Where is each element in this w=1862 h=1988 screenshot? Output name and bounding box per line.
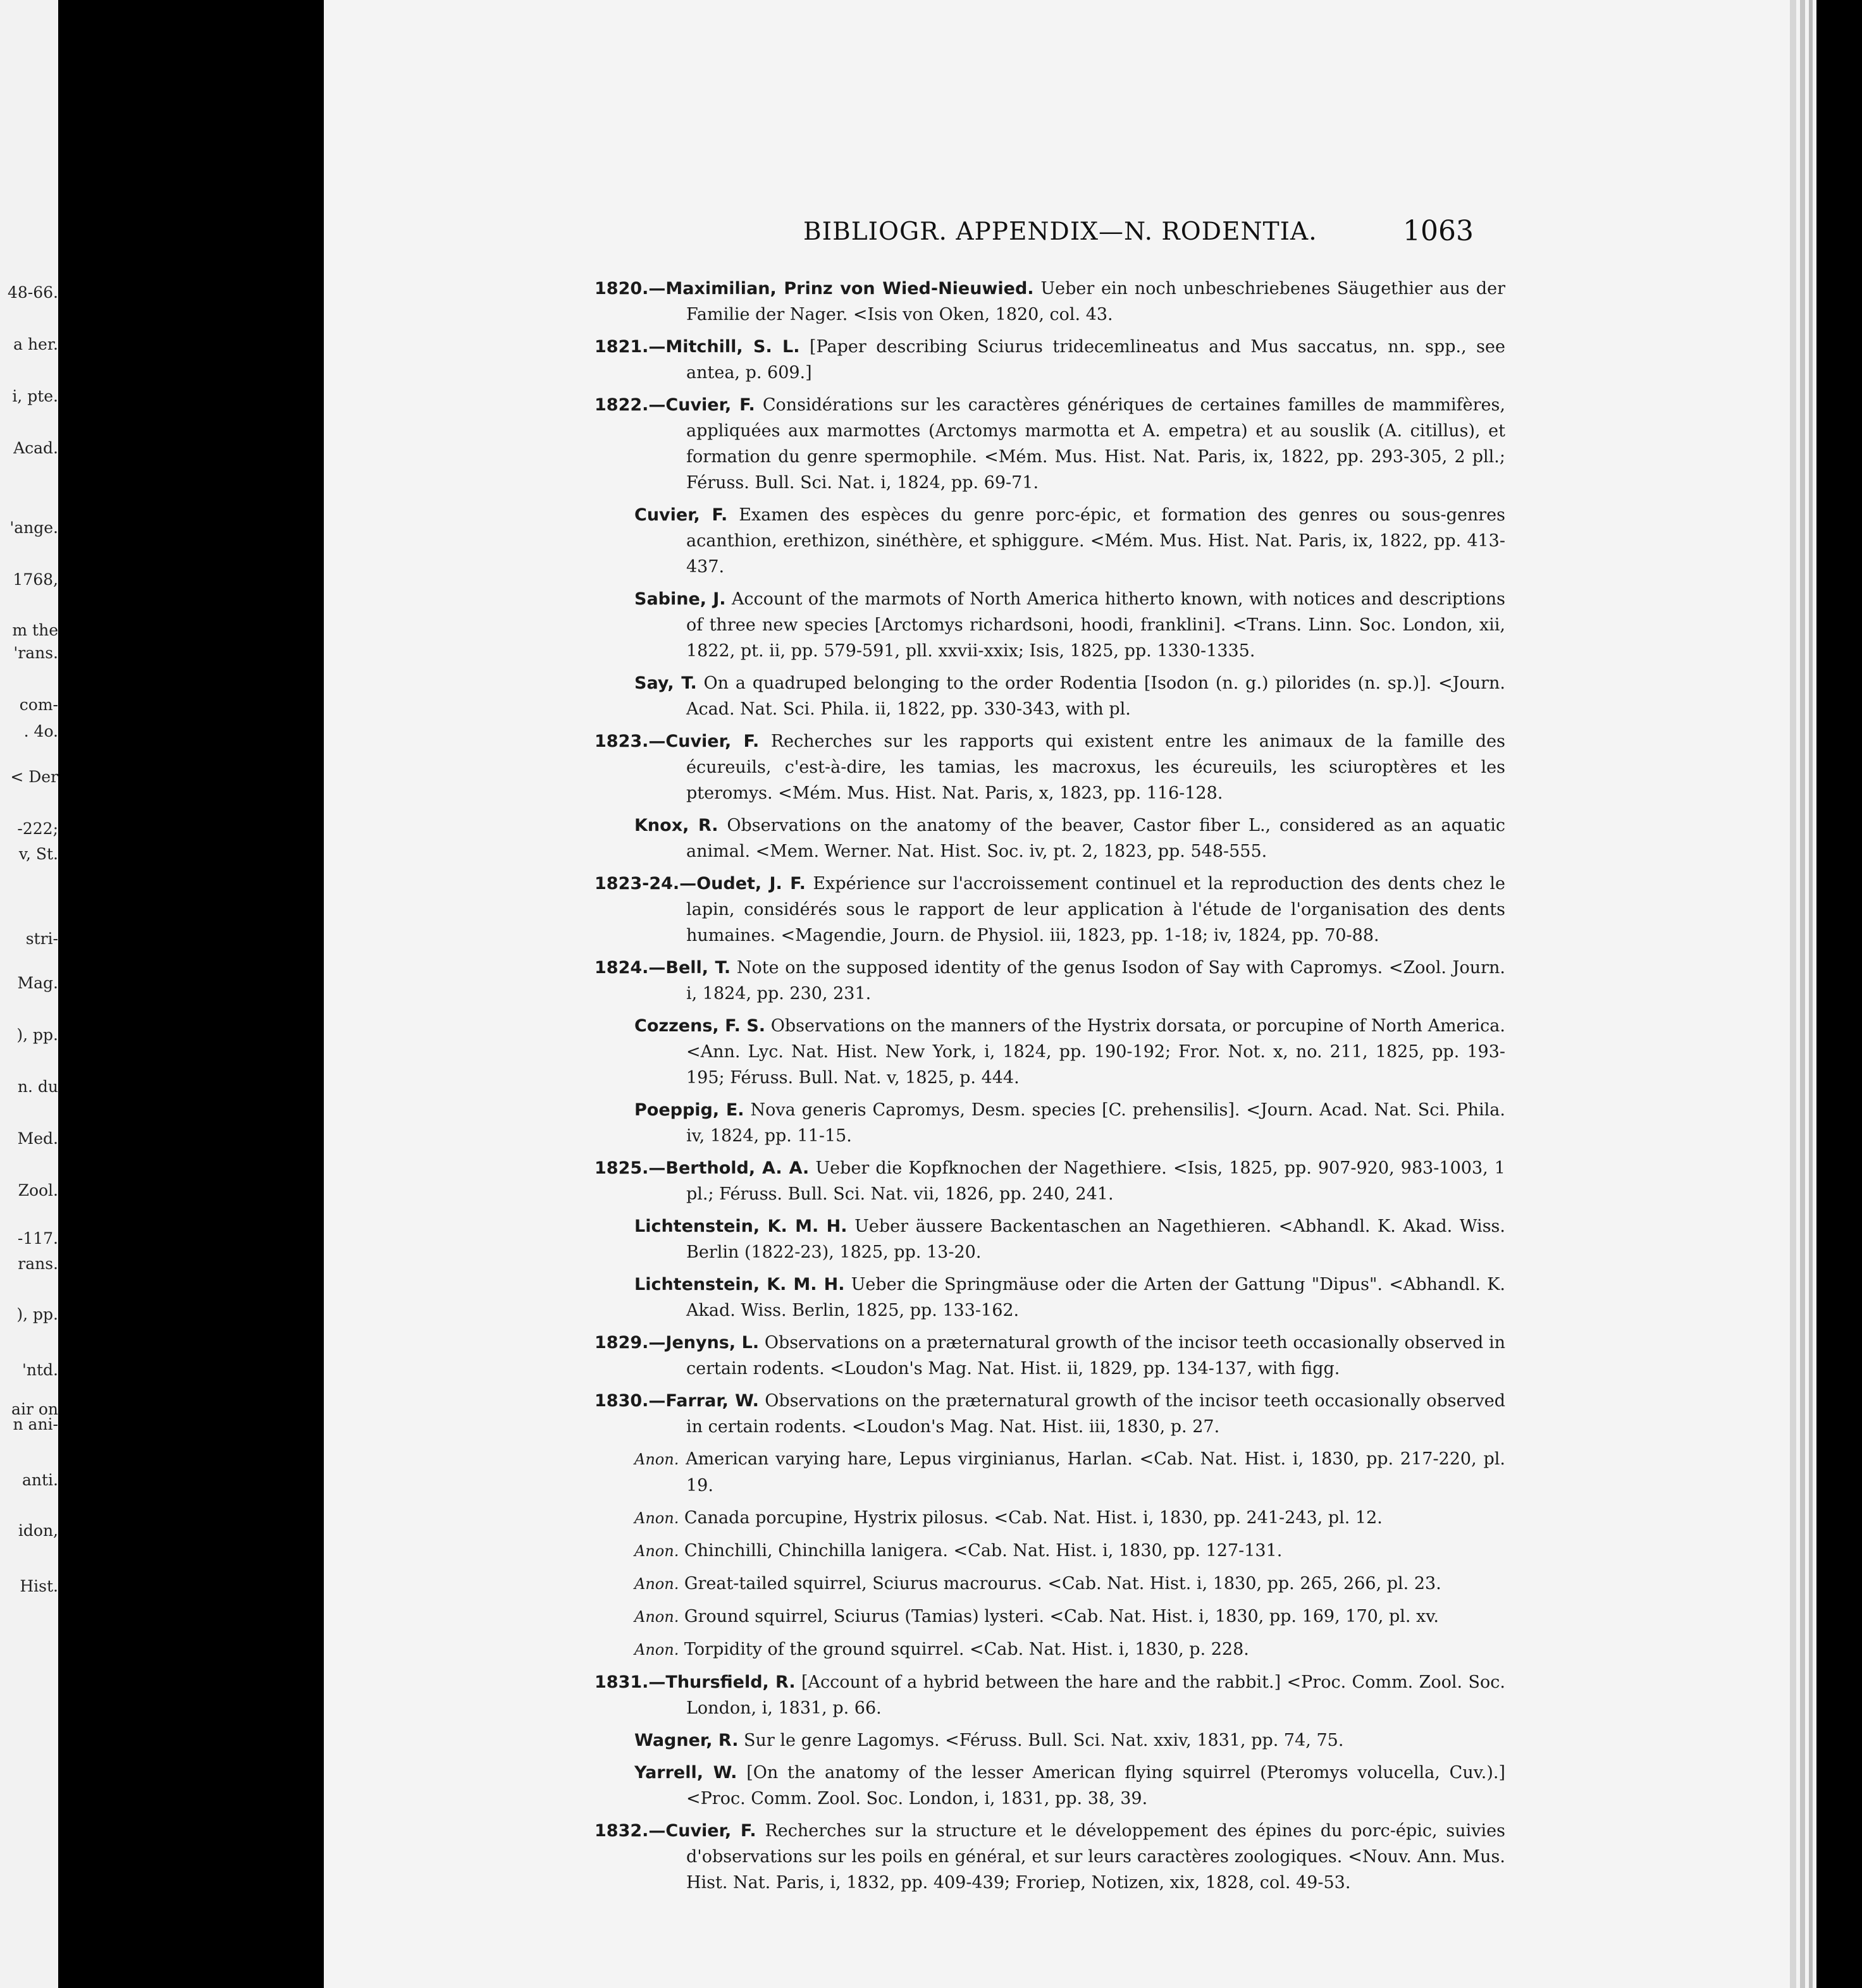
entry-citation: Account of the marmots of North America hitherto known, with notices and descriptions of three new species [Arctomys richardsoni, hoodi, franklini]. <Trans. Linn. Soc. London, xii, 1822, pt. ii, pp. 579-591, pll. xxvii-xxix; Isis, 1825, pp. 1330-1335. [686, 589, 1505, 661]
bibliography-entry [595, 813, 1505, 864]
facing-page-text: Mag. [17, 974, 58, 992]
entry-citation: Recherches sur les rapports qui existent entre les animaux de la famille des écureuils, c'est-à-dire, les tamias, les macroxus, les écureuils, les sciuroptères et les pteromys. <Mém. Mus. Hist. Nat. Paris, x, 1823, pp. 116-128. [686, 732, 1505, 803]
page-edge [1809, 0, 1813, 1988]
bibliography-entry [595, 392, 1505, 496]
facing-page-text: n ani- [13, 1415, 58, 1433]
facing-page-text: m the [12, 621, 58, 639]
bibliography-entry [595, 955, 1505, 1007]
entry-year: 1832.— [595, 1821, 666, 1841]
entry-year: 1821.— [595, 337, 666, 357]
entry-year: 1831.— [595, 1672, 666, 1692]
bibliography-entry [595, 871, 1505, 948]
entry-author: Cozzens, F. S. [634, 1016, 766, 1036]
entry-author: Lichtenstein, K. M. H. [634, 1217, 848, 1236]
facing-page-text: Med. [17, 1129, 58, 1148]
entry-author: Wagner, R. [634, 1731, 739, 1750]
bibliography-entry [595, 1388, 1505, 1440]
entry-citation: [On the anatomy of the lesser American flying squirrel (Pteromys volucella, Cuv.).] <Proc. Comm. Zool. Soc. London, i, 1831, pp. 38, 39. [686, 1763, 1505, 1808]
bibliography-entry [595, 1636, 1505, 1663]
facing-page-text: idon, [18, 1521, 58, 1540]
facing-page-text: Zool. [18, 1181, 58, 1200]
running-head: BIBLIOGR. APPENDIX—N. RODENTIA. [803, 218, 1317, 246]
entry-citation: Torpidity of the ground squirrel. <Cab. Nat. Hist. i, 1830, p. 228. [679, 1640, 1249, 1659]
entry-year: 1829.— [595, 1333, 666, 1353]
bibliography-entry [595, 1727, 1505, 1753]
entry-author: Maximilian, Prinz von Wied-Nieuwied. [665, 279, 1034, 298]
bibliography-entry [595, 1330, 1505, 1382]
book-gutter [58, 0, 324, 1988]
entry-citation: Ueber die Springmäuse oder die Arten der Gattung "Dipus". <Abhandl. K. Akad. Wiss. Berlin, 1825, pp. 133-162. [686, 1275, 1505, 1320]
entry-anon: Anon. [634, 1575, 679, 1593]
bibliography-entry [595, 1272, 1505, 1323]
entry-citation: Considérations sur les caractères génériques de certaines familles de mammifères, appliquées aux marmottes (Arctomys marmotta et A. empetra) et au souslik (A. citillus), et formation du genre spermophile. <Mém. Mus. Hist. Nat. Paris, ix, 1822, pp. 293-305, 2 pll.; Féruss. Bull. Sci. Nat. i, 1824, pp. 69-71. [686, 395, 1505, 493]
entry-citation: Ueber die Kopfknochen der Nagethiere. <Isis, 1825, pp. 907-920, 983-1003, 1 pl.; Féruss. Bull. Sci. Nat. vii, 1826, pp. 240, 241. [686, 1158, 1505, 1204]
entry-citation: On a quadruped belonging to the order Rodentia [Isodon (n. g.) pilorides (n. sp.)]. <Journ. Acad. Nat. Sci. Phila. ii, 1822, pp. 330-343, with pl. [686, 673, 1505, 719]
entry-anon: Anon. [634, 1542, 679, 1560]
entry-citation: Observations on the manners of the Hystrix dorsata, or porcupine of North America. <Ann. Lyc. Nat. Hist. New York, i, 1824, pp. 190-192; Fror. Not. x, no. 211, 1825, pp. 193-195; Féruss. Bull. Nat. v, 1825, p. 444. [686, 1016, 1505, 1088]
bibliography-entry [595, 586, 1505, 664]
facing-page-text: 'ntd. [22, 1361, 58, 1379]
entry-author: Bell, T. [665, 958, 731, 978]
entry-author: Cuvier, F. [634, 505, 728, 525]
bibliography-list [595, 276, 1505, 1902]
entry-year: 1830.— [595, 1391, 666, 1411]
facing-page-text: -222; [17, 819, 58, 838]
facing-page-text: 48-66. [7, 283, 58, 302]
entry-citation: Observations on the anatomy of the beaver, Castor fiber L., considered as an aquatic animal. <Mem. Werner. Nat. Hist. Soc. iv, pt. 2, 1823, pp. 548-555. [686, 816, 1505, 861]
entry-anon: Anon. [634, 1509, 679, 1527]
entry-anon: Anon. [634, 1608, 679, 1626]
entry-citation: Expérience sur l'accroissement continuel et la reproduction des dents chez le lapin, considérés sous le rapport de leur application à l'étude de l'organisation des dents humaines. <Magendie, Journ. de Physiol. iii, 1823, pp. 1-18; iv, 1824, pp. 70-88. [686, 874, 1505, 945]
facing-page-text: 1768, [13, 570, 58, 589]
entry-author: Farrar, W. [665, 1391, 759, 1411]
entry-author: Thursfield, R. [665, 1672, 796, 1692]
entry-year: 1823.— [595, 732, 666, 751]
bibliography-entry [595, 1446, 1505, 1499]
entry-citation: Examen des espèces du genre porc-épic, et formation des genres ou sous-genres acanthion, erethizon, sinéthère, et sphiggure. <Mém. Mus. Hist. Nat. Paris, ix, 1822, pp. 413-437. [686, 505, 1505, 577]
facing-page-text: n. du [17, 1077, 58, 1096]
bibliography-entry [595, 1097, 1505, 1149]
facing-page-text: anti. [22, 1471, 58, 1489]
page-number: 1063 [1403, 215, 1474, 247]
bibliography-entry [595, 1013, 1505, 1091]
bibliography-entry [595, 1571, 1505, 1597]
facing-page-fragment [0, 0, 58, 1988]
entry-citation: Sur le genre Lagomys. <Féruss. Bull. Sci. Nat. xxiv, 1831, pp. 74, 75. [738, 1731, 1344, 1750]
bibliography-entry [595, 1538, 1505, 1564]
facing-page-text: ), pp. [16, 1026, 58, 1044]
entry-citation: [Paper describing Sciurus tridecemlineatus and Mus saccatus, nn. spp., see antea, p. 609.] [686, 337, 1505, 383]
facing-page-text: . 4o. [23, 722, 58, 740]
page-edge [1790, 0, 1796, 1988]
entry-citation: Canada porcupine, Hystrix pilosus. <Cab. Nat. Hist. i, 1830, pp. 241-243, pl. 12. [679, 1508, 1383, 1528]
bibliography-entry [595, 1818, 1505, 1896]
facing-page-text: Acad. [13, 439, 58, 457]
entry-anon: Anon. [634, 1641, 679, 1659]
facing-page-text: ), pp. [16, 1305, 58, 1323]
facing-page-text: stri- [25, 930, 58, 948]
bibliography-entry [595, 276, 1505, 328]
entry-citation: [Account of a hybrid between the hare and the rabbit.] <Proc. Comm. Zool. Soc. London, i, 1831, p. 66. [686, 1672, 1505, 1718]
entry-citation: Observations on the præternatural growth of the incisor teeth occasionally observed in certain rodents. <Loudon's Mag. Nat. Hist. iii, 1830, p. 27. [686, 1391, 1505, 1437]
entry-anon: Anon. [634, 1451, 679, 1468]
bibliography-entry [595, 1760, 1505, 1812]
entry-year: 1824.— [595, 958, 666, 978]
bibliography-entry [595, 334, 1505, 386]
bibliography-entry [595, 1604, 1505, 1630]
entry-author: Jenyns, L. [665, 1333, 760, 1353]
entry-author: Cuvier, F. [665, 732, 760, 751]
entry-author: Poeppig, E. [634, 1100, 744, 1120]
entry-author: Berthold, A. A. [665, 1158, 810, 1178]
facing-page-text: -117. [17, 1229, 58, 1248]
entry-author: Oudet, J. F. [696, 874, 806, 893]
entry-citation: American varying hare, Lepus virginianus, Harlan. <Cab. Nat. Hist. i, 1830, pp. 217-220, pl. 19. [679, 1449, 1505, 1495]
facing-page-text: < Der [10, 768, 58, 786]
entry-citation: Ground squirrel, Sciurus (Tamias) lysteri. <Cab. Nat. Hist. i, 1830, pp. 169, 170, pl. xv. [679, 1607, 1439, 1626]
facing-page-text: 'ange. [9, 518, 58, 537]
entry-citation: Nova generis Capromys, Desm. species [C. prehensilis]. <Journ. Acad. Nat. Sci. Phila. iv, 1824, pp. 11-15. [686, 1100, 1505, 1146]
facing-page-text: com- [19, 696, 58, 714]
facing-page-text: a her. [13, 335, 58, 353]
entry-year: 1823-24.— [595, 874, 697, 893]
entry-author: Say, T. [634, 673, 697, 693]
facing-page-text: v, St. [18, 845, 58, 863]
entry-citation: Ueber äussere Backentaschen an Nagethieren. <Abhandl. K. Akad. Wiss. Berlin (1822-23), 1825, pp. 13-20. [686, 1217, 1505, 1262]
entry-author: Yarrell, W. [634, 1763, 737, 1782]
entry-citation: Note on the supposed identity of the genus Isodon of Say with Capromys. <Zool. Journ. i, 1824, pp. 230, 231. [686, 958, 1505, 1003]
entry-citation: Observations on a præternatural growth of the incisor teeth occasionally observed in certain rodents. <Loudon's Mag. Nat. Hist. ii, 1829, pp. 134-137, with figg. [686, 1333, 1505, 1378]
entry-citation: Recherches sur la structure et le développement des épines du porc-épic, suivies d'observations sur les poils en général, et sur leurs caractères zoologiques. <Nouv. Ann. Mus. Hist. Nat. Paris, i, 1832, pp. 409-439; Froriep, Notizen, xix, 1828, col. 49-53. [686, 1821, 1505, 1893]
bibliography-entry [595, 1505, 1505, 1531]
bibliography-entry [595, 502, 1505, 580]
entry-author: Knox, R. [634, 816, 718, 835]
entry-author: Mitchill, S. L. [665, 337, 800, 357]
entry-citation: Great-tailed squirrel, Sciurus macrourus. <Cab. Nat. Hist. i, 1830, pp. 265, 266, pl. 23. [679, 1574, 1441, 1593]
facing-page-text: air on [11, 1400, 58, 1418]
entry-citation: Chinchilli, Chinchilla lanigera. <Cab. Nat. Hist. i, 1830, pp. 127-131. [679, 1541, 1283, 1561]
bibliography-entry [595, 728, 1505, 806]
entry-author: Cuvier, F. [665, 1821, 756, 1841]
entry-citation: Ueber ein noch unbeschriebenes Säugethier aus der Familie der Nager. <Isis von Oken, 1820, col. 43. [686, 279, 1505, 324]
entry-author: Sabine, J. [634, 589, 726, 609]
bibliography-entry [595, 1155, 1505, 1207]
bibliography-entry [595, 1669, 1505, 1721]
page-edge [1800, 0, 1805, 1988]
entry-author: Cuvier, F. [665, 395, 755, 415]
facing-page-text: 'rans. [13, 644, 58, 662]
entry-year: 1822.— [595, 395, 666, 415]
entry-author: Lichtenstein, K. M. H. [634, 1275, 845, 1294]
bibliography-entry [595, 670, 1505, 722]
facing-page-text: i, pte. [12, 387, 58, 405]
bibliography-entry [595, 1213, 1505, 1265]
entry-year: 1820.— [595, 279, 666, 298]
entry-year: 1825.— [595, 1158, 666, 1178]
facing-page-text: rans. [18, 1255, 58, 1273]
facing-page-text: Hist. [20, 1577, 58, 1595]
